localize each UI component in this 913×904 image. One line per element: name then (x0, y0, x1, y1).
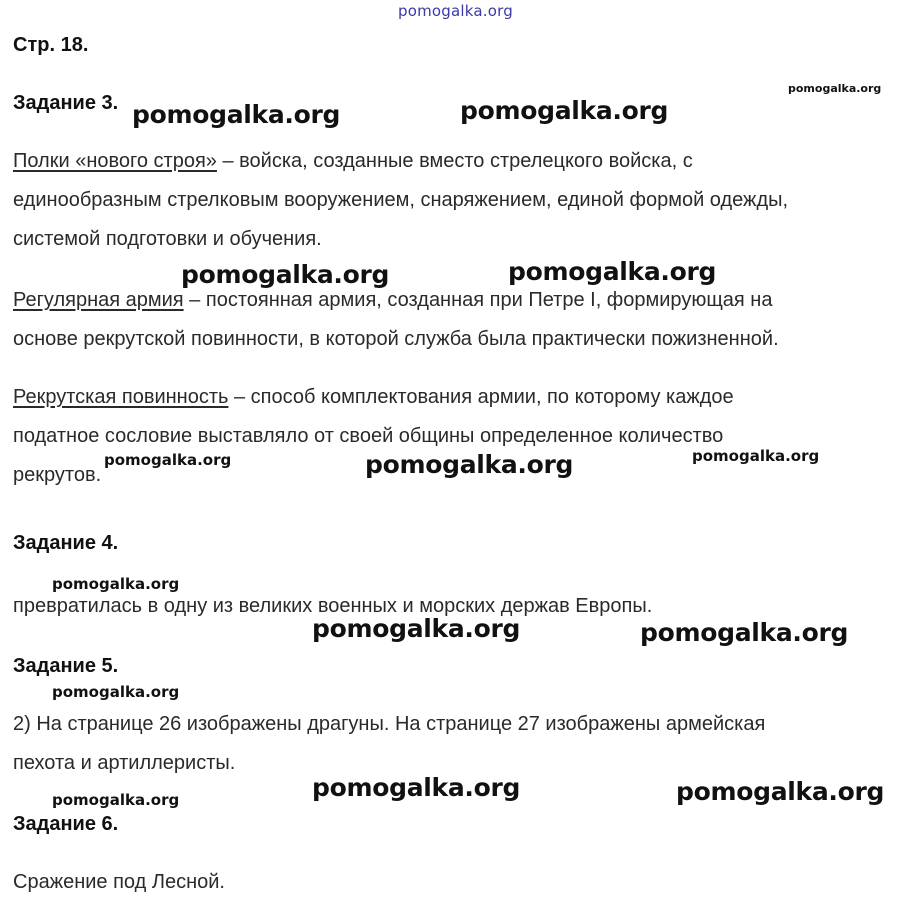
watermark: pomogalka.org (52, 791, 180, 809)
task-4-answer: превратилась в одну из великих военных и морских держав Европы. (13, 595, 653, 617)
task-4-heading: Задание 4. (13, 532, 119, 554)
page-title: Стр. 18. (13, 34, 89, 56)
term-recruit-duty: Рекрутская повинность (13, 386, 229, 408)
task-5-answer: 2) На странице 26 изображены драгуны. На странице 27 изображены армейская пехота и артиллеристы. (13, 713, 766, 774)
watermark: pomogalka.org (460, 96, 669, 125)
definition-text: единообразным стрелковым вооружением, снаряжением, единой формой одежды, (13, 189, 789, 211)
task-6-heading: Задание 6. (13, 813, 119, 835)
watermark: pomogalka.org (692, 447, 820, 465)
watermark: pomogalka.org (52, 683, 180, 701)
definition-new-order-regiments (13, 142, 788, 259)
watermark: pomogalka.org (365, 450, 574, 479)
definition-text: – способ комплектования армии, по которому каждое (228, 386, 734, 408)
task-6-answer: Сражение под Лесной. (13, 871, 225, 893)
watermark: pomogalka.org (788, 82, 882, 95)
definition-text: – войска, созданные вместо стрелецкого войска, с (216, 150, 693, 172)
watermark: pomogalka.org (52, 575, 180, 593)
task-3-heading: Задание 3. (13, 92, 119, 114)
task-5-heading: Задание 5. (13, 655, 119, 677)
watermark: pomogalka.org (312, 773, 521, 802)
definition-text: основе рекрутской повинности, в которой служба была практически пожизненной. (13, 328, 779, 350)
watermark: pomogalka.org (181, 260, 390, 289)
site-header-link[interactable]: pomogalka.org (398, 2, 513, 20)
watermark: pomogalka.org (132, 100, 341, 129)
term-new-order-regiments: Полки «нового строя» (13, 150, 217, 172)
watermark: pomogalka.org (508, 257, 717, 286)
definition-text: рекрутов. (13, 464, 102, 486)
definition-text: податное сословие выставляло от своей общины определенное количество (13, 425, 724, 447)
watermark: pomogalka.org (104, 451, 232, 469)
definition-text: системой подготовки и обучения. (13, 228, 322, 250)
watermark: pomogalka.org (676, 777, 885, 806)
watermark: pomogalka.org (640, 618, 849, 647)
definition-text: – постоянная армия, созданная при Петре I, формирующая на (183, 289, 773, 311)
definition-regular-army (13, 281, 779, 359)
watermark: pomogalka.org (312, 614, 521, 643)
term-regular-army: Регулярная армия (13, 289, 184, 311)
